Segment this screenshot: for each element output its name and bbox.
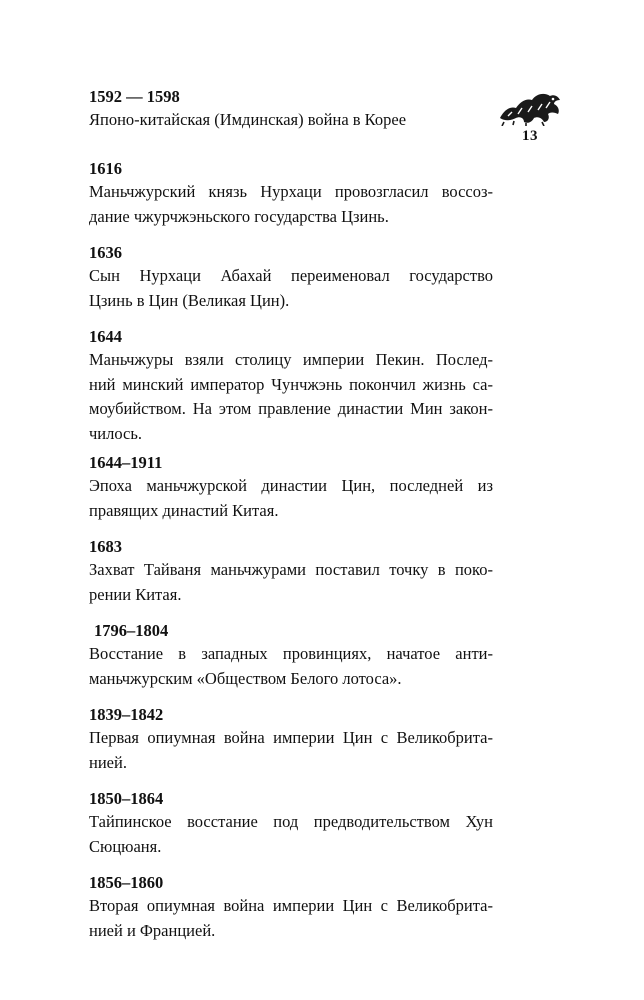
entry-date: 1796–1804 <box>94 621 169 640</box>
chronology-entry <box>89 536 493 620</box>
entry-text-line: маньчжурским «Обществом Белого лотоса». <box>89 668 402 688</box>
entry-date: 1856–1860 <box>89 873 164 892</box>
chronology-entry <box>89 326 493 452</box>
entry-text-line: дание чжурчжэньского государства Цзинь. <box>89 206 389 226</box>
page-number: 13 <box>522 128 538 144</box>
entry-text <box>89 348 493 446</box>
entry-date: 1616 <box>89 159 122 178</box>
chronology-entry <box>89 620 493 704</box>
entry-date: 1839–1842 <box>89 705 164 724</box>
entry-text-line: Тайпинское восстание под предводительством Хун <box>89 812 493 831</box>
entry-date: 1683 <box>89 537 122 556</box>
entry-text <box>89 894 493 943</box>
entry-text-line: Захват Тайваня маньчжурами поставил точку в поко- <box>89 560 493 579</box>
chronology-entry <box>89 788 493 872</box>
entry-text-line: Сын Нурхаци Абахай переименовал государство <box>89 266 493 285</box>
entry-text <box>89 810 493 859</box>
entry-text <box>89 108 493 133</box>
chronology-entry <box>89 158 493 242</box>
chronology-list <box>89 86 493 956</box>
entry-text-line: Первая опиумная война империи Цин с Великобрита- <box>89 728 493 747</box>
chronology-entry <box>89 704 493 788</box>
entry-text-line: Вторая опиумная война империи Цин с Великобрита- <box>89 896 493 915</box>
dragon-icon <box>498 88 562 126</box>
entry-text <box>89 474 493 523</box>
entry-text-line: Цзинь в Цин (Великая Цин). <box>89 290 290 310</box>
entry-text <box>89 726 493 775</box>
entry-text-line: Маньчжурский князь Нурхаци провозгласил воссоз- <box>89 182 493 201</box>
entry-text-line: нией. <box>89 752 127 772</box>
entry-text-line: Японо-китайская (Имдинская) война в Корее <box>89 110 407 129</box>
entry-text-line: ний минский император Чунчжэнь покончил жизнь са- <box>89 374 493 394</box>
chronology-entry <box>89 872 493 956</box>
entry-text-line: Маньчжуры взяли столицу империи Пекин. Послед- <box>89 350 493 369</box>
entry-text <box>89 558 493 607</box>
entry-text <box>89 180 493 229</box>
entry-text-line: Восстание в западных провинциях, начатое анти- <box>89 644 493 663</box>
entry-text <box>89 642 493 691</box>
chronology-entry <box>89 86 493 158</box>
entry-text-line: рении Китая. <box>89 584 182 604</box>
entry-text-line: нией и Францией. <box>89 920 216 940</box>
entry-date: 1636 <box>89 243 122 262</box>
chronology-entry <box>89 452 493 536</box>
entry-date: 1850–1864 <box>89 789 164 808</box>
entry-text-line: Эпоха маньчжурской династии Цин, последней из <box>89 476 493 495</box>
chronology-entry <box>89 242 493 326</box>
entry-text-line: Сюцюаня. <box>89 836 162 856</box>
entry-date: 1592 — 1598 <box>89 87 180 106</box>
entry-text <box>89 264 493 313</box>
entry-text-line: чилось. <box>89 423 142 443</box>
entry-date: 1644–1911 <box>89 453 163 472</box>
entry-text-line: моубийством. На этом правление династии Мин закон- <box>89 399 493 418</box>
entry-text-line: правящих династий Китая. <box>89 500 279 520</box>
entry-date: 1644 <box>89 327 122 346</box>
